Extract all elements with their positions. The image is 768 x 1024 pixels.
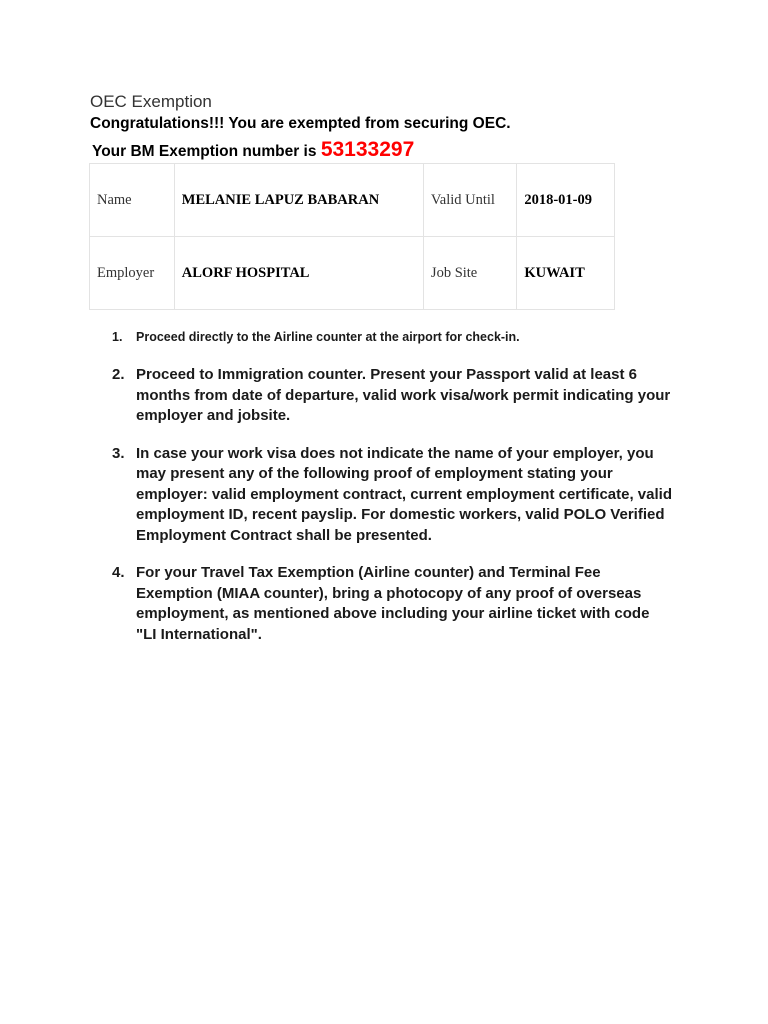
details-table: [89, 163, 615, 310]
list-item-text: Proceed directly to the Airline counter at the airport for check-in.: [136, 330, 520, 344]
employer-value: ALORF HOSPITAL: [174, 237, 423, 310]
instructions-list: [112, 327, 672, 662]
list-item: [112, 563, 672, 645]
table-row: [90, 164, 615, 237]
page-title: OEC Exemption: [90, 92, 212, 111]
list-item: [112, 327, 672, 347]
list-item-number: 2.: [112, 366, 125, 383]
list-item-number: 4.: [112, 564, 125, 581]
list-item-number: 3.: [112, 444, 125, 462]
list-item-text: Proceed to Immigration counter. Present your Passport valid at least 6 months from date of departure, valid work visa/work permit indicating your employer and jobsite.: [136, 366, 671, 424]
table-row: [90, 237, 615, 310]
name-value: MELANIE LAPUZ BABARAN: [174, 164, 423, 237]
employer-label: Employer: [90, 237, 175, 310]
name-label: Name: [90, 164, 175, 237]
list-item-text: In case your work visa does not indicate the name of your employer, you may present any of the following proof of employment stating your employer: valid employment contract, current employment certificate, valid employment ID, recent payslip. For domestic workers, valid POLO Verified Employment Contract shall be presented.: [136, 444, 672, 544]
job-site-value: KUWAIT: [517, 237, 615, 310]
exemption-number-label: Your BM Exemption number is: [92, 143, 317, 160]
congratulations-message: Congratulations!!! You are exempted from securing OEC.: [90, 115, 511, 132]
list-item-text: For your Travel Tax Exemption (Airline counter) and Terminal Fee Exemption (MIAA counter), bring a photocopy of any proof of overseas employment, as mentioned above including your airline ticket with code "LI International".: [136, 564, 650, 643]
list-item-number: 1.: [112, 330, 123, 344]
exemption-number: 53133297: [320, 138, 415, 161]
job-site-label: Job Site: [423, 237, 516, 310]
exemption-number-line: [92, 138, 414, 162]
list-item: [112, 365, 672, 427]
valid-until-label: Valid Until: [423, 164, 516, 237]
list-item: [112, 444, 672, 547]
valid-until-value: 2018-01-09: [517, 164, 615, 237]
